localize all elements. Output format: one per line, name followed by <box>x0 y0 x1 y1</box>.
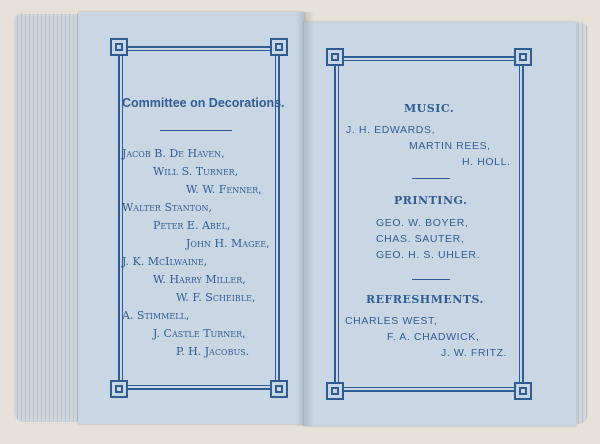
committee-member: John H. Magee, <box>186 237 270 250</box>
music-member: H. HOLL. <box>462 156 511 168</box>
refreshments-member: CHARLES WEST, <box>345 315 438 327</box>
committee-heading: Committee on Decorations. <box>122 96 285 110</box>
printing-heading: PRINTING. <box>394 194 468 207</box>
committee-member: W. F. Scheible, <box>176 291 256 304</box>
frame-corner-ornament <box>514 382 532 400</box>
committee-member: J. K. McIlwaine, <box>122 255 208 268</box>
frame-corner-ornament <box>326 382 344 400</box>
printing-member: GEO. H. S. UHLER. <box>376 249 481 261</box>
refreshments-member: F. A. CHADWICK, <box>387 331 480 343</box>
refreshments-member: J. W. FRITZ. <box>441 347 508 359</box>
music-member: MARTIN REES, <box>409 140 491 152</box>
committee-member: J. Castle Turner, <box>153 327 246 340</box>
music-member: J. H. EDWARDS, <box>346 124 436 136</box>
frame-corner-ornament <box>110 380 128 398</box>
committee-member: Walter Stanton, <box>122 201 213 214</box>
committee-member: A. Stimmell, <box>122 309 190 322</box>
frame-corner-ornament <box>514 48 532 66</box>
refreshments-heading: REFRESHMENTS. <box>366 293 484 306</box>
printing-member: GEO. W. BOYER, <box>376 217 469 229</box>
committee-member: Peter E. Abel, <box>153 219 231 232</box>
committee-member: Will S. Turner, <box>153 165 239 178</box>
frame-corner-ornament <box>270 38 288 56</box>
frame-corner-ornament <box>110 38 128 56</box>
book-gutter <box>296 12 314 426</box>
printing-member: CHAS. SAUTER, <box>376 233 465 245</box>
music-heading: MUSIC. <box>404 102 455 115</box>
heading-rule <box>160 130 232 131</box>
section-rule <box>412 279 450 280</box>
section-rule <box>412 178 450 179</box>
committee-member: W. W. Fenner, <box>186 183 262 196</box>
committee-member: Jacob B. De Haven, <box>122 147 225 160</box>
frame-corner-ornament <box>270 380 288 398</box>
frame-corner-ornament <box>326 48 344 66</box>
committee-member: P. H. Jacobus. <box>176 345 250 358</box>
committee-member: W. Harry Miller, <box>153 273 246 286</box>
